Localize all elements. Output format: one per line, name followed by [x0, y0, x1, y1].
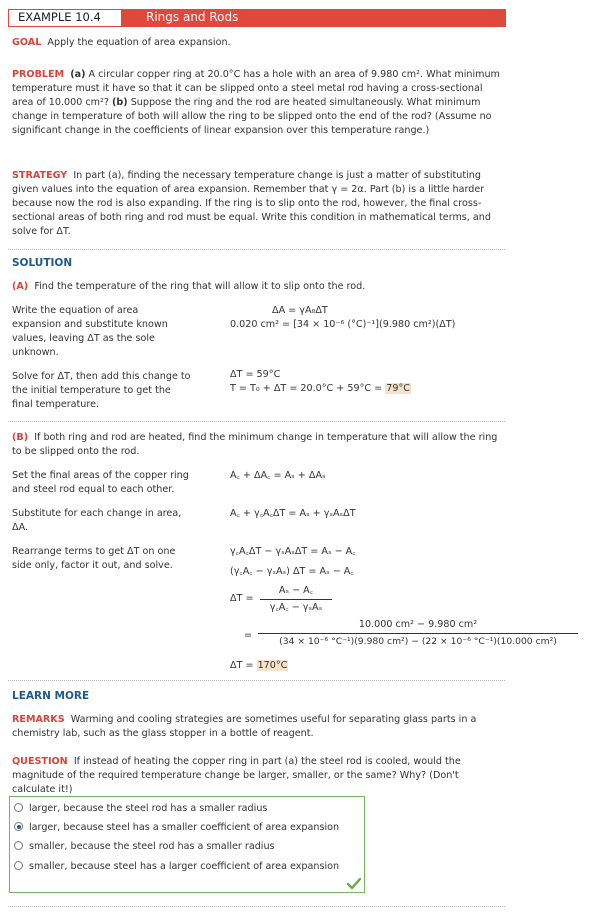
divider [8, 421, 505, 422]
radio-button[interactable] [14, 803, 23, 812]
question-text: If instead of heating the copper ring in part (a) the steel rod is cooled, would the magnitude of the required temperature change be larger, smaller, or the same? Why? (Don't calculate it!) [12, 756, 461, 795]
remarks-label: REMARKS [12, 714, 65, 725]
fraction-bar [260, 599, 332, 600]
goal-label: GOAL [12, 37, 42, 48]
radio-button[interactable] [14, 841, 23, 850]
part-b-answer: 170°C [257, 660, 288, 671]
strategy-text: In part (a), finding the necessary temperature change is just a matter of substituting given values into the equation of area expansion. Remember that γ = 2α. Part (b) is a little harder because now the rod is also expanding. If the ring is to slip onto the rod, however, the final cross-sectional areas of both ring and rod must be equal. Write this condition in mathematical terms, and solve for ΔT. [12, 170, 491, 237]
learn-more-heading: LEARN MORE [12, 690, 90, 702]
answer-option-label: smaller, because the steel rod has a smaller radius [29, 841, 275, 852]
solution-heading: SOLUTION [12, 257, 73, 269]
problem-part-a-label: (a) [70, 69, 86, 80]
remarks-section [12, 713, 502, 741]
part-b-eq3c-lhs: ΔT = [230, 593, 254, 604]
part-b-eq3c-num: Aₛ − A꜀ [278, 585, 314, 596]
problem-part-b-label: (b) [111, 97, 128, 108]
part-b-text: If both ring and rod are heated, find the minimum change in temperature that will allow the ring to be slipped onto the rod. [12, 432, 498, 457]
part-b-eq3d-num: 10.000 cm² − 9.980 cm² [358, 619, 478, 630]
strategy-section [12, 169, 502, 239]
question-section [12, 755, 502, 797]
goal-section [12, 36, 502, 50]
part-b-eq2: A꜀ + γ꜀A꜀ΔT = Aₛ + γₛAₛΔT [230, 508, 356, 519]
fraction-bar [258, 633, 578, 634]
answer-option-label: larger, because the steel rod has a smaller radius [29, 803, 268, 814]
answer-option-label: larger, because steel has a smaller coefficient of area expansion [29, 822, 340, 833]
example-title: Rings and Rods [122, 9, 506, 27]
part-b-intro [12, 431, 502, 459]
part-a-answer: 79°C [386, 383, 410, 394]
part-a-label: (A) [12, 281, 29, 292]
strategy-label: STRATEGY [12, 170, 68, 181]
problem-section [12, 68, 502, 138]
part-a-text: Find the temperature of the ring that will allow it to slip onto the rod. [34, 281, 366, 292]
radio-button-selected[interactable] [14, 822, 23, 831]
part-b-eq3e-row [230, 659, 288, 673]
part-b-step3: Rearrange terms to get ΔT on one side only, factor it out, and solve. [12, 546, 176, 571]
part-b-eq3a: γ꜀A꜀ΔT − γₛAₛΔT = Aₛ − A꜀ [230, 546, 356, 557]
divider [8, 680, 505, 681]
radio-button[interactable] [14, 861, 23, 870]
problem-part-a-text: A circular copper ring at 20.0°C has a hole with an area of 9.980 cm². What minimum temperature must it have so that it can be slipped onto a steel metal rod having a cross-sectional area of 10.000 cm²? [12, 69, 500, 108]
goal-text: Apply the equation of area expansion. [47, 37, 231, 48]
answer-option[interactable] [14, 840, 354, 854]
part-a-eq2b-row [230, 382, 411, 396]
problem-label: PROBLEM [12, 69, 65, 80]
part-a-step1: Write the equation of area expansion and substitute known values, leaving ΔT as the sole unknown. [12, 305, 168, 358]
example-number-label: EXAMPLE 10.4 [8, 9, 122, 27]
part-a-intro [12, 280, 502, 294]
part-b-eq1: A꜀ + ΔA꜀ = Aₛ + ΔAₛ [230, 470, 326, 481]
part-a-eq1a: ΔA = γA₀ΔT [272, 305, 328, 316]
part-b-label: (B) [12, 432, 29, 443]
divider [8, 249, 505, 250]
answer-option[interactable] [14, 821, 354, 835]
problem-part-b-text: Suppose the ring and the rod are heated simultaneously. What minimum change in temperature of both will allow the ring to be slipped onto the end of the rod? (Assume no significant change in the coefficients of linear expansion over this temperature range.) [12, 97, 492, 136]
part-b-eq3c-den: γ꜀A꜀ − γₛAₛ [269, 602, 323, 613]
divider [8, 906, 505, 907]
answer-option[interactable] [14, 860, 354, 874]
part-a-eq1b: 0.020 cm² = [34 × 10⁻⁶ (°C)⁻¹](9.980 cm²)(ΔT) [230, 319, 456, 330]
answer-option-label: smaller, because steel has a larger coefficient of area expansion [29, 861, 340, 872]
part-a-eq2a: ΔT = 59°C [230, 369, 281, 380]
check-icon [347, 878, 361, 890]
question-label: QUESTION [12, 756, 68, 767]
remarks-text: Warming and cooling strategies are sometimes useful for separating glass parts in a chemistry lab, such as the glass stopper in a bottle of reagent. [12, 714, 477, 739]
part-b-eq3e-lhs: ΔT = [230, 660, 257, 671]
part-b-step2: Substitute for each change in area, ΔA. [12, 508, 182, 533]
part-a-eq2b: T = T₀ + ΔT = 20.0°C + 59°C = [230, 383, 386, 394]
answer-option[interactable] [14, 802, 354, 816]
part-a-step2: Solve for ΔT, then add this change to the initial temperature to get the final temperature. [12, 371, 191, 410]
part-b-step1: Set the final areas of the copper ring and steel rod equal to each other. [12, 470, 189, 495]
part-b-eq3b: (γ꜀A꜀ − γₛAₛ) ΔT = Aₛ − A꜀ [230, 566, 354, 577]
part-b-eq3d-den: (34 × 10⁻⁶ °C⁻¹)(9.980 cm²) − (22 × 10⁻⁶ °C⁻¹)(10.000 cm²) [279, 636, 557, 647]
equals-sign: = [244, 630, 253, 641]
